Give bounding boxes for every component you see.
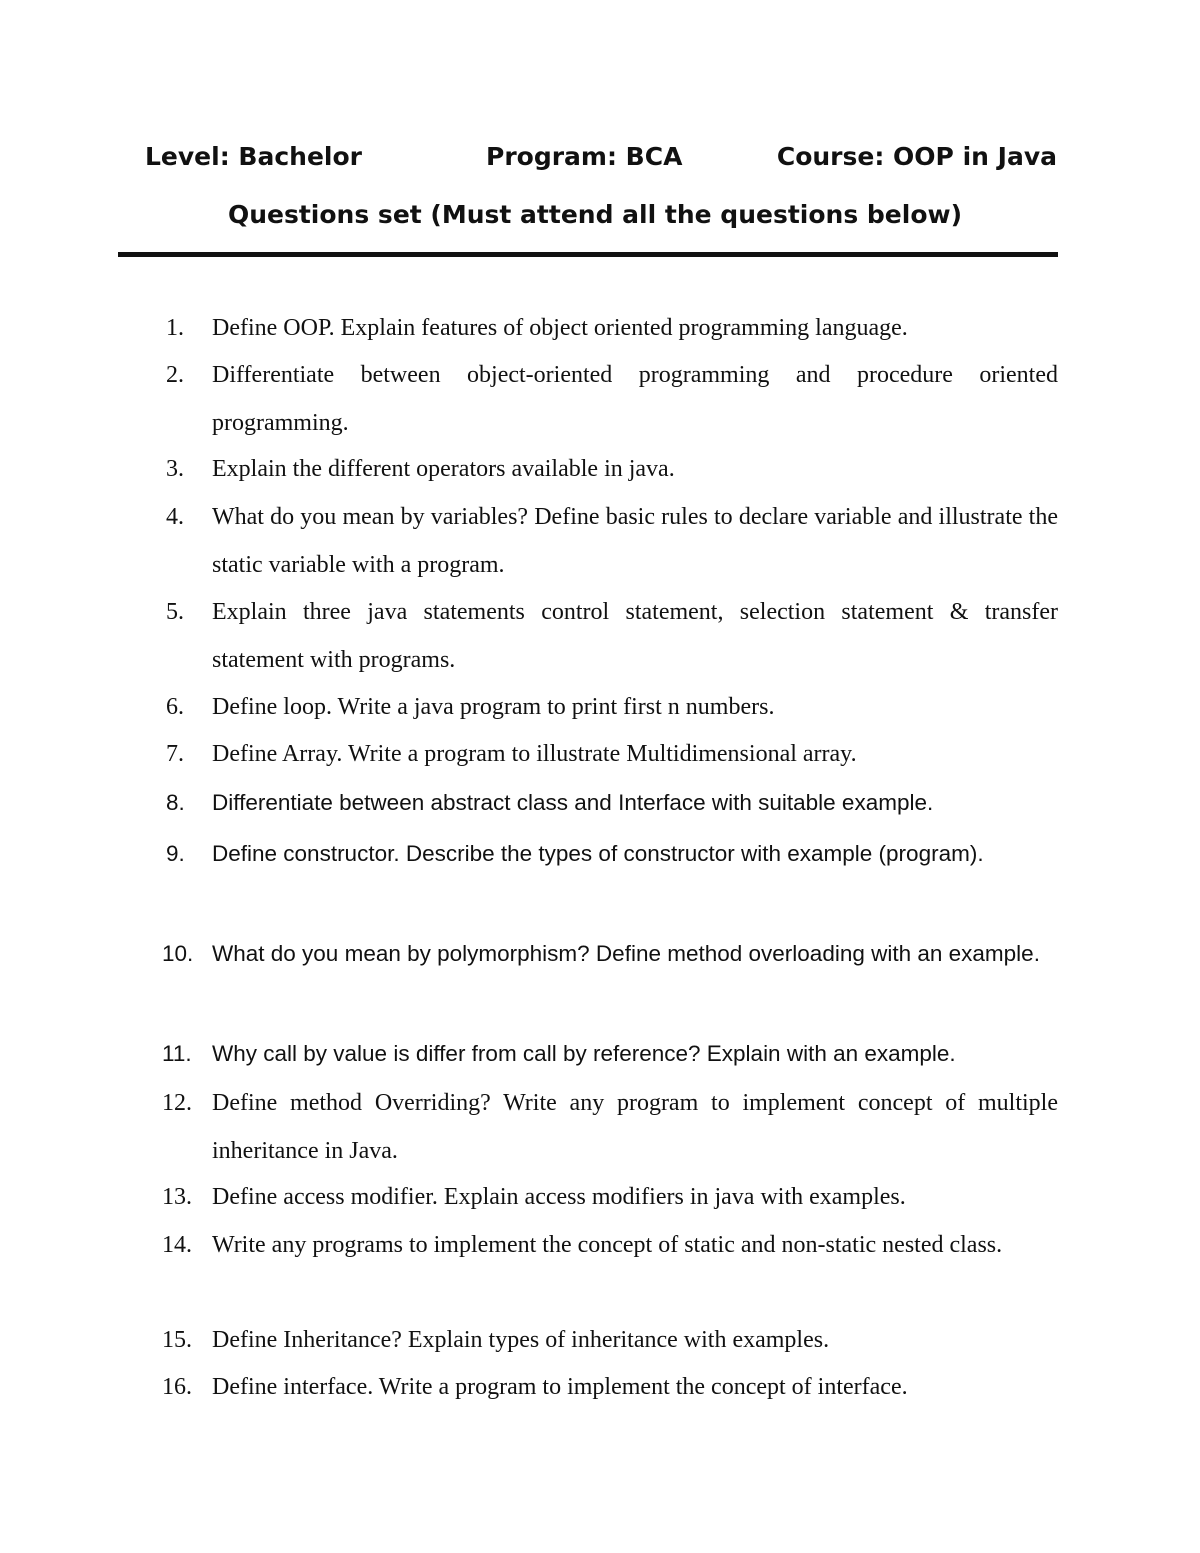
question-number: 5.: [166, 599, 184, 625]
question-text: What do you mean by polymorphism? Define method overloading with an example.: [212, 941, 1040, 966]
question-14: [162, 1222, 1058, 1270]
question-number: 2.: [166, 362, 184, 388]
question-number: 3.: [166, 456, 184, 482]
question-13: [162, 1174, 1058, 1222]
question-text: Write any programs to implement the concept of static and non-static nested class.: [212, 1232, 1003, 1258]
question-text: Why call by value is differ from call by reference? Explain with an example.: [212, 1041, 956, 1066]
question-text: Define method Overriding? Write any program to implement concept of multiple inheritance in Java.: [212, 1090, 1058, 1164]
question-text: What do you mean by variables? Define basic rules to declare variable and illustrate the static variable with a program.: [212, 504, 1058, 578]
question-text: Define loop. Write a java program to print first n numbers.: [212, 694, 775, 720]
questions-set-title: Questions set (Must attend all the questions below): [227, 200, 963, 229]
question-2: [166, 352, 1058, 447]
question-8: [166, 779, 1058, 827]
question-number: 14.: [162, 1232, 192, 1258]
question-number: 7.: [166, 741, 184, 767]
question-number: 4.: [166, 504, 184, 530]
question-1: [166, 305, 1058, 353]
question-text: Define constructor. Describe the types of constructor with example (program).: [212, 841, 984, 866]
question-12: [162, 1080, 1058, 1175]
course-label: Course: OOP in Java: [776, 142, 1057, 171]
header-divider: [118, 252, 1058, 257]
level-label: Level: Bachelor: [145, 142, 362, 171]
question-9: [166, 830, 1058, 878]
question-5: [166, 589, 1058, 684]
question-text: Define Inheritance? Explain types of inheritance with examples.: [212, 1327, 830, 1353]
question-number: 1.: [166, 315, 184, 341]
course-header: [145, 142, 1057, 182]
program-label: Program: BCA: [486, 142, 683, 171]
question-11: [162, 1030, 1058, 1078]
question-text: Define OOP. Explain features of object oriented programming language.: [212, 315, 908, 341]
question-number: 12.: [162, 1090, 192, 1116]
question-number: 15.: [162, 1327, 192, 1353]
question-text: Define access modifier. Explain access modifiers in java with examples.: [212, 1184, 906, 1210]
question-10: [162, 930, 1058, 978]
question-number: 10.: [162, 941, 194, 966]
question-number: 9.: [166, 841, 185, 866]
question-number: 6.: [166, 694, 184, 720]
question-number: 11.: [162, 1041, 192, 1066]
question-15: [162, 1317, 1058, 1365]
question-7: [166, 731, 1058, 779]
question-4: [166, 494, 1058, 589]
question-3: [166, 446, 1058, 494]
question-text: Define interface. Write a program to implement the concept of interface.: [212, 1374, 908, 1400]
question-text: Differentiate between abstract class and Interface with suitable example.: [212, 790, 934, 815]
question-number: 13.: [162, 1184, 192, 1210]
question-6: [166, 684, 1058, 732]
question-text: Explain three java statements control statement, selection statement & transfer statement with programs.: [212, 599, 1058, 673]
question-text: Differentiate between object-oriented programming and procedure oriented programming.: [212, 362, 1058, 436]
question-16: [162, 1364, 1058, 1412]
question-text: Explain the different operators available in java.: [212, 456, 675, 482]
question-number: 16.: [162, 1374, 192, 1400]
question-number: 8.: [166, 790, 185, 815]
question-text: Define Array. Write a program to illustrate Multidimensional array.: [212, 741, 857, 767]
